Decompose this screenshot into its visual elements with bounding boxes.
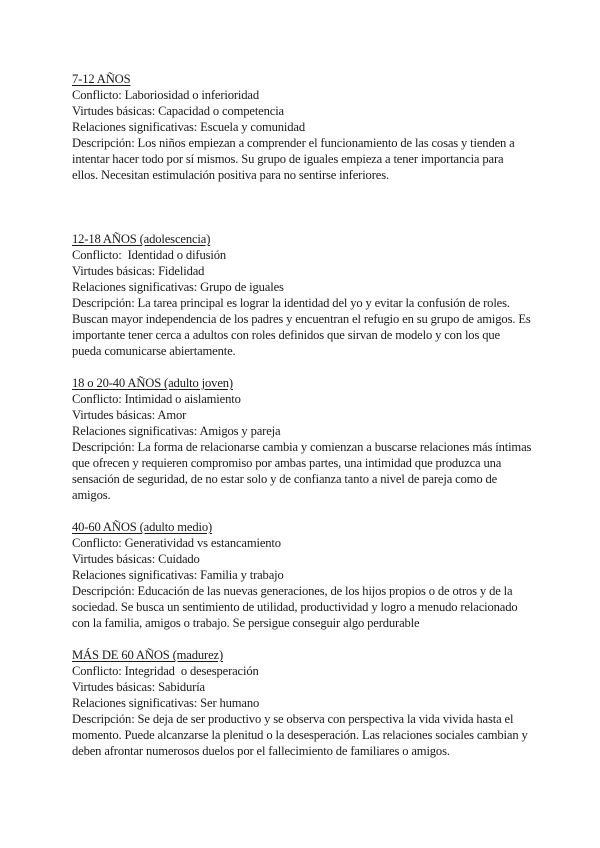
section-7-12 bbox=[72, 71, 532, 183]
section-60-plus bbox=[72, 647, 532, 759]
conflict-line: Conflicto: Intimidad o aislamiento bbox=[72, 392, 241, 406]
virtues-line: Virtudes básicas: Fidelidad bbox=[72, 264, 205, 278]
conflict-line: Conflicto: Integridad o desesperación bbox=[72, 664, 259, 678]
relations-line: Relaciones significativas: Ser humano bbox=[72, 696, 260, 710]
section-heading: MÁS DE 60 AÑOS (madurez) bbox=[72, 648, 224, 662]
section-12-18 bbox=[72, 231, 532, 359]
section-40-60 bbox=[72, 519, 532, 631]
section-heading: 7-12 AÑOS bbox=[72, 72, 131, 86]
relations-line: Relaciones significativas: Amigos y pareja bbox=[72, 424, 281, 438]
conflict-line: Conflicto: Generatividad vs estancamiento bbox=[72, 536, 281, 550]
section-18-40 bbox=[72, 375, 532, 503]
section-heading: 18 o 20-40 AÑOS (adulto joven) bbox=[72, 376, 233, 390]
virtues-line: Virtudes básicas: Amor bbox=[72, 408, 187, 422]
relations-line: Relaciones significativas: Familia y trabajo bbox=[72, 568, 284, 582]
virtues-line: Virtudes básicas: Sabiduría bbox=[72, 680, 205, 694]
relations-line: Relaciones significativas: Escuela y comunidad bbox=[72, 120, 306, 134]
description-paragraph: Descripción: Se deja de ser productivo y se observa con perspectiva la vida vivida hasta el momento. Puede alcanzarse la plenitud o la desesperación. Las relaciones sociales cambian y deben afrontar numerosos duelos por el fallecimiento de familiares o amigos. bbox=[72, 712, 528, 758]
conflict-line: Conflicto: Identidad o difusión bbox=[72, 248, 226, 262]
description-paragraph: Descripción: La forma de relacionarse cambia y comienzan a buscarse relaciones más íntimas que ofrecen y requieren compromiso por ambas partes, una intimidad que produzca una sensación de seguridad, de no estar solo y de confianza tanto a nivel de pareja como de amigos. bbox=[72, 440, 532, 502]
document-page bbox=[72, 71, 532, 759]
virtues-line: Virtudes básicas: Cuidado bbox=[72, 552, 200, 566]
description-paragraph: Descripción: La tarea principal es lograr la identidad del yo y evitar la confusión de roles. Buscan mayor independencia de los padres y encuentran el refugio en su grupo de amigos. Es importante tener cerca a adultos con roles definidos que sirvan de modelo y con los que pueda comunicarse abiertamente. bbox=[72, 296, 531, 358]
virtues-line: Virtudes básicas: Capacidad o competencia bbox=[72, 104, 285, 118]
section-heading: 40-60 AÑOS (adulto medio) bbox=[72, 520, 213, 534]
section-heading: 12-18 AÑOS (adolescencia) bbox=[72, 232, 211, 246]
conflict-line: Conflicto: Laboriosidad o inferioridad bbox=[72, 88, 260, 102]
relations-line: Relaciones significativas: Grupo de iguales bbox=[72, 280, 284, 294]
description-paragraph: Descripción: Los niños empiezan a comprender el funcionamiento de las cosas y tienden a intentar hacer todo por sí mismos. Su grupo de iguales empieza a tener importancia para ellos. Necesitan estimulación positiva para no sentirse inferiores. bbox=[72, 136, 515, 182]
description-paragraph: Descripción: Educación de las nuevas generaciones, de los hijos propios o de otros y de la sociedad. Se busca un sentimiento de utilidad, productividad y logro a menudo relacionado con la familia, amigos o trabajo. Se persigue conseguir algo perdurable bbox=[72, 584, 518, 630]
